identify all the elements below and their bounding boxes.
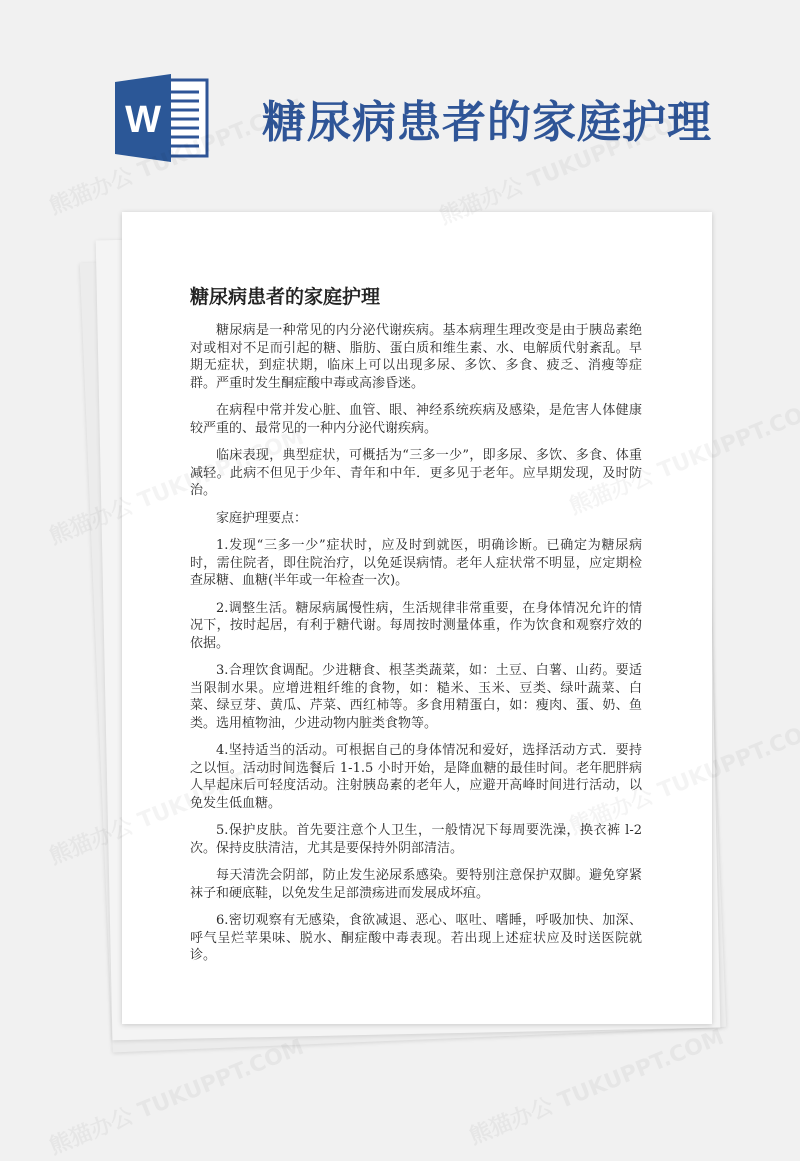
- banner-title: 糖尿病患者的家庭护理: [262, 97, 712, 148]
- watermark: [464, 1020, 728, 1151]
- paragraph: 2.调整生活。糖尿病属慢性病，生活规律非常重要，在身体情况允许的情况下，按时起居，有利于糖代谢。每周按时测量体重，作为饮食和观察疗效的依据。: [190, 600, 642, 651]
- document-page: [122, 212, 712, 1024]
- paragraph: 每天清洗会阴部，防止发生泌尿系感染。要特别注意保护双脚。避免穿紧袜子和硬底鞋，以免发生足部溃疡进而发展成坏疽。: [190, 868, 642, 901]
- paragraph: 5.保护皮肤。首先要注意个人卫生，一般情况下每周要洗澡，换衣裤 l-2 次。保持皮肤清洁，尤其是要保持外阴部清洁。: [190, 823, 642, 856]
- paragraph: 1.发现“三多一少”症状时，应及时到就医，明确诊断。已确定为糖尿病时，需住院者，即住院治疗，以免延误病情。老年人症状常不明显，应定期检查尿糖、血糖(半年或一年检查一次)。: [190, 538, 642, 588]
- paragraph: 在病程中常并发心脏、血管、眼、神经系统疾病及感染，是危害人体健康较严重的、最常见的一种内分泌代谢疾病。: [190, 403, 642, 436]
- paragraph: 临床表现，典型症状，可概括为“三多一少”，即多尿、多饮、多食、体重减轻。此病不但见于少年、青年和中年．更多见于老年。应早期发现，及时防治。: [190, 448, 642, 498]
- paragraph: 糖尿病是一种常见的内分泌代谢疾病。基本病理生理改变是由于胰岛素绝对或相对不足而引起的糖、脂肪、蛋白质和维生素、水、电解质代射紊乱。早期无症状，到症状期，临床上可以出现多尿、多饮、多食、疲乏、消瘦等症群。严重时发生酮症酸中毒或高渗昏迷。: [190, 323, 642, 391]
- paragraph: 4.坚持适当的活动。可根据自己的身体情况和爱好，选择活动方式．要持之以恒。活动时间选餐后 1-1.5 小时开始，是降血糖的最佳时间。老年肥胖病人早起床后可轻度活动。注射胰岛素的老年人，应避开高峰时间进行活动，以免发生低血糖。: [190, 743, 642, 811]
- paragraph: 家庭护理要点：: [216, 510, 308, 526]
- paragraph: 6.密切观察有无感染，食欲减退、恶心、呕吐、嗜睡，呼吸加快、加深、呼气呈烂苹果味、脱水、酮症酸中毒表现。若出现上述症状应及时送医院就诊。: [190, 913, 642, 963]
- document-title: 糖尿病患者的家庭护理: [190, 286, 381, 308]
- word-icon-letter: W: [125, 99, 161, 141]
- document-body: [190, 322, 642, 975]
- paragraph: 3.合理饮食调配。少进糖食、根茎类蔬菜，如：土豆、白薯、山药。要适当限制水果。应增进粗纤维的食物，如：糙米、玉米、豆类、绿叶蔬菜、白菜、绿豆芽、黄瓜、芹菜、西红柿等。多食用精蛋白，如：瘦肉、蛋、奶、鱼类。选用植物油，少进动物内脏类食物等。: [190, 663, 642, 731]
